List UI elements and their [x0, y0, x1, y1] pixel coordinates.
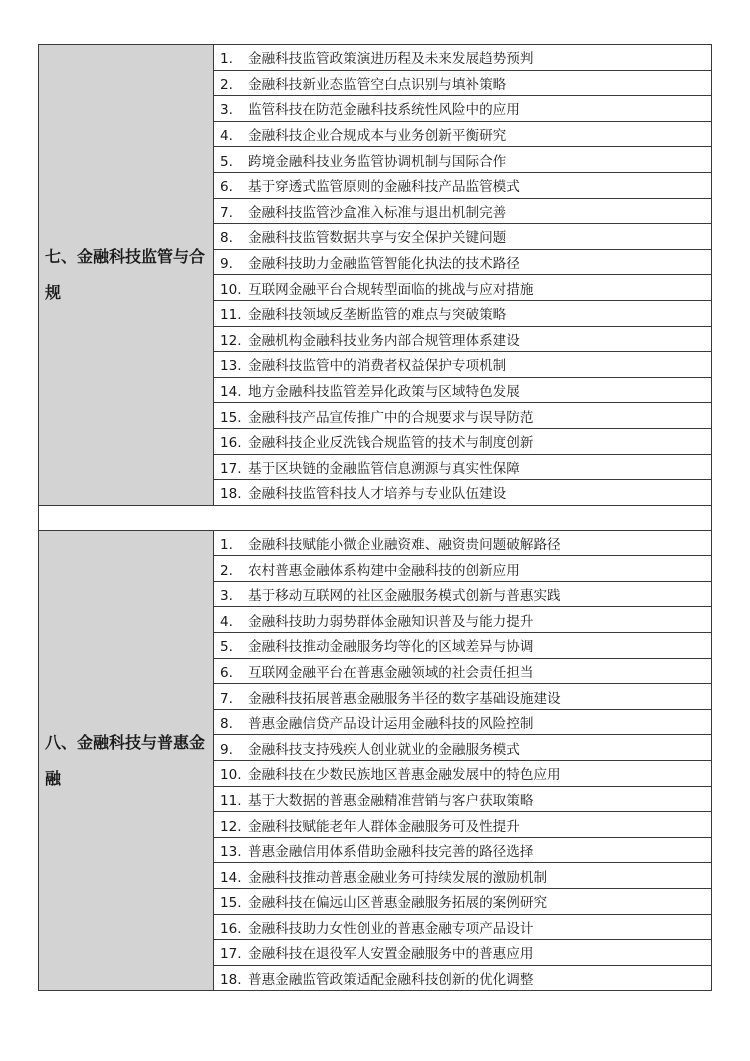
- topic-cell: [214, 70, 712, 96]
- topic-text: 金融机构金融科技业务内部合规管理体系建设: [248, 332, 520, 349]
- topic-text: 金融科技赋能小微企业融资难、融资贵问题破解路径: [248, 536, 561, 553]
- topic-cell: [214, 889, 712, 915]
- topic-cell: [214, 224, 712, 250]
- topic-number: 9.: [220, 741, 233, 758]
- topic-number: 12.: [220, 818, 242, 835]
- topic-number: 11.: [220, 792, 242, 809]
- topic-text: 金融科技监管政策演进历程及未来发展趋势预判: [248, 51, 534, 68]
- topic-number: 18.: [220, 972, 242, 989]
- topic-number: 17.: [220, 460, 242, 477]
- topic-number: 1.: [220, 536, 233, 553]
- topic-text: 基于大数据的普惠金融精准营销与客户获取策略: [248, 792, 534, 809]
- topic-number: 6.: [220, 664, 233, 681]
- topic-text: 金融科技新业态监管空白点识别与填补策略: [248, 76, 507, 93]
- topic-text: 互联网金融平台合规转型面临的挑战与应对措施: [248, 281, 534, 298]
- topic-cell: [214, 96, 712, 122]
- topic-text: 互联网金融平台在普惠金融领域的社会责任担当: [248, 664, 534, 681]
- topic-text: 基于移动互联网的社区金融服务模式创新与普惠实践: [248, 588, 561, 605]
- topic-cell: [214, 684, 712, 710]
- topic-number: 1.: [220, 51, 233, 68]
- topic-cell: [214, 812, 712, 838]
- topic-number: 3.: [220, 588, 233, 605]
- topic-text: 金融科技助力弱势群体金融知识普及与能力提升: [248, 613, 534, 630]
- topic-number: 4.: [220, 128, 233, 145]
- topic-text: 普惠金融信用体系借助金融科技完善的路径选择: [248, 844, 534, 861]
- topic-number: 5.: [220, 153, 233, 170]
- topic-cell: [214, 403, 712, 429]
- topic-cell: [214, 940, 712, 966]
- topic-text: 农村普惠金融体系构建中金融科技的创新应用: [248, 562, 520, 579]
- topic-number: 18.: [220, 486, 242, 503]
- topic-text: 金融科技支持残疾人创业就业的金融服务模式: [248, 741, 520, 758]
- topic-number: 4.: [220, 613, 233, 630]
- topic-cell: [214, 326, 712, 352]
- topic-cell: [214, 837, 712, 863]
- topic-cell: [214, 45, 712, 71]
- topic-number: 8.: [220, 230, 233, 247]
- topic-text: 金融科技助力女性创业的普惠金融专项产品设计: [248, 920, 534, 937]
- topic-cell: [214, 172, 712, 198]
- topic-cell: [214, 275, 712, 301]
- topic-text: 基于区块链的金融监管信息溯源与真实性保障: [248, 460, 520, 477]
- topic-cell: [214, 556, 712, 582]
- topic-text: 金融科技赋能老年人群体金融服务可及性提升: [248, 818, 520, 835]
- topic-cell: [214, 198, 712, 224]
- topic-cell: [214, 454, 712, 480]
- topic-number: 16.: [220, 920, 242, 937]
- topic-text: 金融科技在偏远山区普惠金融服务拓展的案例研究: [248, 895, 548, 912]
- topic-cell: [214, 480, 712, 506]
- topic-cell: [214, 735, 712, 761]
- topic-number: 14.: [220, 869, 242, 886]
- topic-text: 金融科技在少数民族地区普惠金融发展中的特色应用: [248, 767, 561, 784]
- topic-number: 15.: [220, 895, 242, 912]
- topic-text: 金融科技领域反垄断监管的难点与突破策略: [248, 307, 507, 324]
- topic-text: 金融科技助力金融监管智能化执法的技术路径: [248, 256, 520, 273]
- topic-number: 17.: [220, 946, 242, 963]
- topic-cell: [214, 249, 712, 275]
- topic-number: 2.: [220, 76, 233, 93]
- topic-text: 金融科技推动普惠金融业务可持续发展的激励机制: [248, 869, 548, 886]
- topic-cell: [214, 121, 712, 147]
- topic-text: 普惠金融监管政策适配金融科技创新的优化调整: [248, 972, 534, 989]
- topic-cell: [214, 607, 712, 633]
- topic-cell: [214, 761, 712, 787]
- topic-cell: [214, 377, 712, 403]
- topic-number: 10.: [220, 281, 242, 298]
- topic-number: 13.: [220, 358, 242, 375]
- topic-text: 金融科技监管沙盒准入标准与退出机制完善: [248, 204, 507, 221]
- category-cell: 七、金融科技监管与合规: [39, 45, 214, 506]
- topic-number: 13.: [220, 844, 242, 861]
- topic-cell: [214, 914, 712, 940]
- topic-cell: [214, 786, 712, 812]
- topic-number: 2.: [220, 562, 233, 579]
- topic-number: 7.: [220, 204, 233, 221]
- topics-table-wrapper: [38, 44, 712, 991]
- topic-cell: [214, 428, 712, 454]
- topic-text: 普惠金融信贷产品设计运用金融科技的风险控制: [248, 716, 534, 733]
- topic-number: 10.: [220, 767, 242, 784]
- topic-number: 8.: [220, 716, 233, 733]
- topic-cell: [214, 709, 712, 735]
- topic-number: 11.: [220, 307, 242, 324]
- topic-text: 金融科技监管数据共享与安全保护关键问题: [248, 230, 507, 247]
- topic-text: 金融科技在退役军人安置金融服务中的普惠应用: [248, 946, 534, 963]
- topic-cell: [214, 965, 712, 991]
- topic-text: 金融科技监管科技人才培养与专业队伍建设: [248, 486, 507, 503]
- topics-table: [38, 44, 712, 991]
- topic-number: 3.: [220, 102, 233, 119]
- topic-text: 金融科技产品宣传推广中的合规要求与误导防范: [248, 409, 534, 426]
- topic-text: 监管科技在防范金融科技系统性风险中的应用: [248, 102, 520, 119]
- topic-cell: [214, 530, 712, 556]
- table-row: [39, 530, 712, 556]
- topic-cell: [214, 863, 712, 889]
- topic-number: 7.: [220, 690, 233, 707]
- topic-number: 12.: [220, 332, 242, 349]
- topic-number: 5.: [220, 639, 233, 656]
- topic-text: 金融科技监管中的消费者权益保护专项机制: [248, 358, 507, 375]
- topic-text: 跨境金融科技业务监管协调机制与国际合作: [248, 153, 507, 170]
- topic-number: 14.: [220, 384, 242, 401]
- topic-text: 地方金融科技监管差异化政策与区域特色发展: [248, 384, 520, 401]
- topic-number: 15.: [220, 409, 242, 426]
- topic-text: 金融科技企业反洗钱合规监管的技术与制度创新: [248, 435, 534, 452]
- topic-cell: [214, 581, 712, 607]
- topic-text: 金融科技企业合规成本与业务创新平衡研究: [248, 128, 507, 145]
- topic-number: 6.: [220, 179, 233, 196]
- topic-number: 9.: [220, 256, 233, 273]
- topic-cell: [214, 658, 712, 684]
- table-row: [39, 45, 712, 71]
- topic-cell: [214, 352, 712, 378]
- topic-text: 金融科技拓展普惠金融服务半径的数字基础设施建设: [248, 690, 561, 707]
- topic-number: 16.: [220, 435, 242, 452]
- spacer-cell: [39, 505, 712, 530]
- category-cell: 八、金融科技与普惠金融: [39, 530, 214, 991]
- topic-text: 基于穿透式监管原则的金融科技产品监管模式: [248, 179, 520, 196]
- section-spacer-row: [39, 505, 712, 530]
- topic-cell: [214, 633, 712, 659]
- topic-cell: [214, 147, 712, 173]
- topic-cell: [214, 300, 712, 326]
- topic-text: 金融科技推动金融服务均等化的区域差异与协调: [248, 639, 534, 656]
